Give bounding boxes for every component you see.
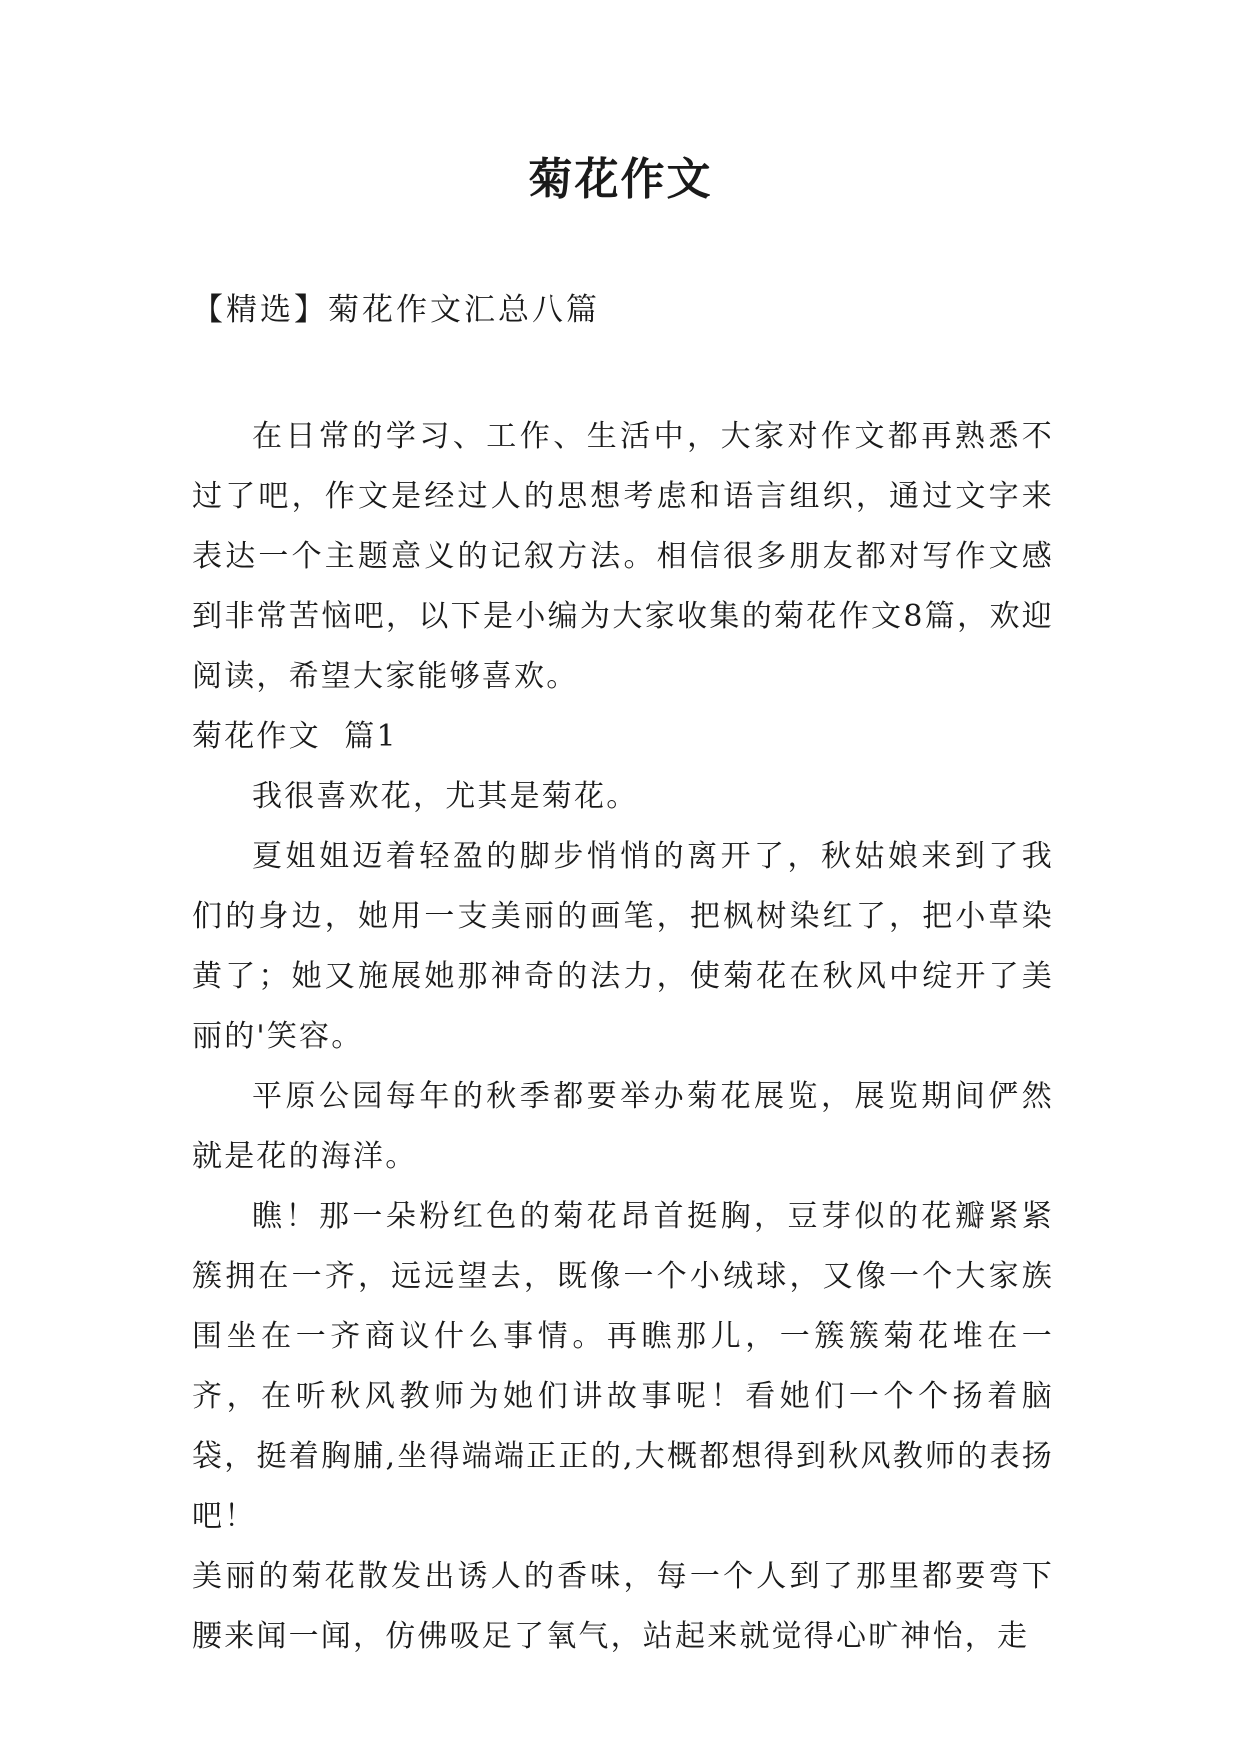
section-heading: 菊花作文 篇1 <box>192 719 398 754</box>
document-subtitle: 【精选】菊花作文汇总八篇 <box>192 292 600 328</box>
body-paragraph: 我很喜欢花，尤其是菊花。 <box>252 779 639 814</box>
document-title: 菊花作文 <box>528 154 713 205</box>
body-paragraph: 夏姐姐迈着轻盈的脚步悄悄的离开了，秋姑娘来到了我们的身边，她用一支美丽的画笔，把枫树染红了，把小草染黄了；她又施展她那神奇的法力，使菊花在秋风中绽开了美丽的'笑容。 <box>192 839 1054 1054</box>
intro-paragraph: 在日常的学习、工作、生活中，大家对作文都再熟悉不过了吧，作文是经过人的思想考虑和语言组织，通过文字来表达一个主题意义的记叙方法。相信很多朋友都对写作文感到非常苦恼吧，以下是小编为大家收集的菊花作文8篇，欢迎阅读，希望大家能够喜欢。 <box>192 419 1054 694</box>
document-body <box>192 407 1054 1667</box>
body-paragraph: 平原公园每年的秋季都要举办菊花展览，展览期间俨然就是花的海洋。 <box>192 1079 1054 1174</box>
body-paragraph: 瞧！那一朵粉红色的菊花昂首挺胸，豆芽似的花瓣紧紧簇拥在一齐，远远望去，既像一个小绒球，又像一个大家族围坐在一齐商议什么事情。再瞧那儿，一簇簇菊花堆在一齐，在听秋风教师为她们讲故事呢！看她们一个个扬着脑袋，挺着胸脯,坐得端端正正的,大概都想得到秋风教师的表扬吧！ <box>192 1199 1054 1534</box>
trailing-paragraph: 美丽的菊花散发出诱人的香味，每一个人到了那里都要弯下腰来闻一闻，仿佛吸足了氧气，站起来就觉得心旷神怡，走 <box>192 1559 1054 1654</box>
